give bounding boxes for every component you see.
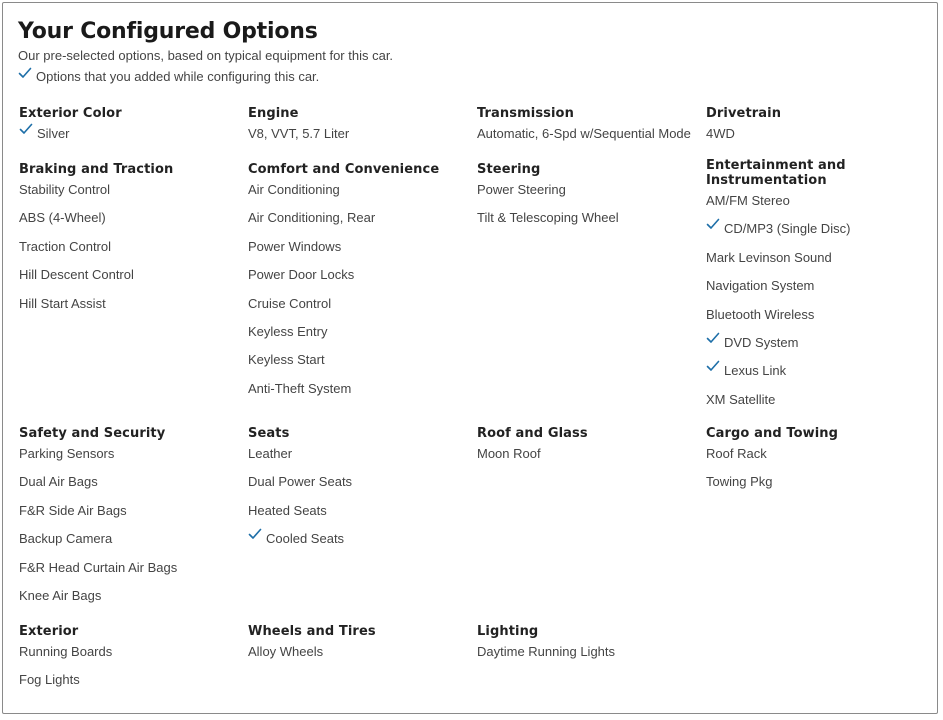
section-drivetrain: [706, 106, 931, 154]
option-item: [19, 182, 244, 210]
section-heading: Exterior: [19, 624, 79, 639]
option-label: Backup Camera: [19, 531, 113, 547]
option-label: Navigation System: [706, 278, 815, 294]
option-item: [477, 126, 702, 154]
option-label: F&R Head Curtain Air Bags: [19, 559, 178, 575]
option-item: [19, 588, 244, 616]
option-item: [477, 210, 702, 238]
option-item: [248, 126, 473, 154]
option-item: [706, 250, 876, 278]
option-label: Dual Air Bags: [19, 474, 98, 490]
option-item: [248, 644, 473, 672]
option-item: [19, 126, 244, 154]
section-heading: Drivetrain: [706, 106, 782, 121]
option-label: Tilt & Telescoping Wheel: [477, 210, 619, 226]
option-item: [477, 644, 702, 672]
checkmark-icon: [18, 67, 32, 79]
option-label: Hill Start Assist: [19, 295, 106, 311]
added-options-legend: [18, 69, 319, 85]
option-item: [706, 335, 876, 363]
section-exterior: [19, 624, 244, 701]
section-entertainment-and-instrumentation: [706, 158, 876, 420]
option-item: [248, 503, 473, 531]
option-label: Mark Levinson Sound: [706, 249, 832, 265]
option-label: Air Conditioning: [248, 182, 340, 197]
option-item: [248, 352, 473, 380]
option-label: Stability Control: [19, 182, 111, 197]
option-item: [706, 363, 876, 391]
section-heading: Transmission: [477, 106, 574, 121]
option-item: [477, 182, 702, 210]
section-heading: Entertainment and Instrumentation: [706, 158, 846, 188]
checkmark-icon: [19, 123, 33, 135]
option-label: Silver: [37, 126, 70, 141]
option-item: [706, 392, 876, 420]
option-label: Alloy Wheels: [248, 644, 324, 659]
section-seats: [248, 426, 473, 560]
option-item: [248, 239, 473, 267]
section-wheels-and-tires: [248, 624, 473, 672]
option-item: [248, 531, 473, 559]
section-heading: Lighting: [477, 624, 539, 639]
option-label: Cruise Control: [248, 295, 332, 311]
option-label: Power Steering: [477, 182, 566, 197]
page-title: Your Configured Options: [18, 19, 318, 44]
section-heading: Seats: [248, 426, 290, 441]
option-item: [19, 644, 244, 672]
option-item: [19, 210, 244, 238]
option-item: [248, 324, 473, 352]
option-label: V8, VVT, 5.7 Liter: [248, 126, 350, 141]
section-heading: Safety and Security: [19, 426, 166, 441]
option-item: [706, 126, 931, 154]
option-item: [19, 474, 244, 502]
option-label: 4WD: [706, 126, 735, 141]
option-item: [706, 474, 931, 502]
section-safety-and-security: [19, 426, 244, 616]
option-label: Leather: [248, 446, 293, 461]
option-item: [706, 307, 876, 335]
option-item: [706, 278, 876, 306]
option-label: Air Conditioning, Rear: [248, 210, 376, 226]
section-heading: Braking and Traction: [19, 162, 174, 177]
section-exterior-color: [19, 106, 244, 154]
section-heading: Comfort and Convenience: [248, 162, 440, 177]
option-label: Fog Lights: [19, 672, 80, 688]
option-label: Cooled Seats: [266, 531, 345, 547]
option-label: Daytime Running Lights: [477, 644, 616, 659]
option-label: F&R Side Air Bags: [19, 502, 127, 518]
section-heading: Steering: [477, 162, 541, 177]
checkmark-icon: [706, 332, 720, 344]
option-label: Moon Roof: [477, 446, 541, 461]
section-heading: Cargo and Towing: [706, 426, 839, 441]
option-label: Lexus Link: [724, 363, 787, 379]
section-heading: Exterior Color: [19, 106, 122, 121]
section-cargo-and-towing: [706, 426, 931, 503]
option-item: [248, 474, 473, 502]
section-engine: [248, 106, 473, 154]
option-item: [706, 193, 876, 221]
section-transmission: [477, 106, 702, 154]
option-label: Keyless Start: [248, 352, 325, 368]
section-heading: Roof and Glass: [477, 426, 588, 441]
option-label: XM Satellite: [706, 391, 776, 407]
option-item: [19, 672, 244, 700]
option-item: [248, 381, 473, 409]
option-item: [19, 503, 244, 531]
option-label: Power Windows: [248, 238, 342, 254]
option-item: [706, 446, 931, 474]
option-label: Power Door Locks: [248, 267, 355, 283]
option-item: [19, 267, 244, 295]
checkmark-icon: [706, 360, 720, 372]
option-label: Dual Power Seats: [248, 474, 353, 490]
legend-text: Options that you added while configuring this car.: [36, 69, 320, 84]
section-heading: Engine: [248, 106, 299, 121]
option-label: Towing Pkg: [706, 474, 773, 490]
option-label: Hill Descent Control: [19, 267, 134, 283]
option-item: [19, 560, 244, 588]
option-label: Anti-Theft System: [248, 380, 352, 396]
option-item: [248, 296, 473, 324]
option-item: [248, 446, 473, 474]
option-label: Running Boards: [19, 644, 113, 659]
page-subtitle: Our pre-selected options, based on typical equipment for this car.: [18, 48, 394, 63]
option-label: Traction Control: [19, 238, 111, 254]
section-comfort-and-convenience: [248, 162, 473, 409]
option-label: DVD System: [724, 334, 799, 350]
section-steering: [477, 162, 702, 239]
option-label: ABS (4-Wheel): [19, 210, 106, 226]
option-item: [248, 182, 473, 210]
option-item: [706, 221, 876, 249]
checkmark-icon: [706, 218, 720, 230]
section-heading: Wheels and Tires: [248, 624, 376, 639]
option-label: Parking Sensors: [19, 446, 115, 461]
option-label: Keyless Entry: [248, 323, 328, 339]
option-label: Bluetooth Wireless: [706, 306, 815, 322]
option-item: [19, 531, 244, 559]
option-label: AM/FM Stereo: [706, 193, 790, 208]
option-label: Knee Air Bags: [19, 587, 102, 603]
option-label: Automatic, 6-Spd w/Sequential Mode: [477, 126, 691, 141]
section-lighting: [477, 624, 702, 672]
option-item: [477, 446, 702, 474]
option-label: Roof Rack: [706, 446, 767, 461]
section-braking-and-traction: [19, 162, 244, 324]
option-item: [248, 210, 473, 238]
section-roof-and-glass: [477, 426, 702, 474]
option-item: [19, 239, 244, 267]
option-item: [19, 446, 244, 474]
option-label: Heated Seats: [248, 502, 327, 518]
option-item: [19, 296, 244, 324]
checkmark-icon: [248, 528, 262, 540]
option-label: CD/MP3 (Single Disc): [724, 221, 851, 237]
option-item: [248, 267, 473, 295]
